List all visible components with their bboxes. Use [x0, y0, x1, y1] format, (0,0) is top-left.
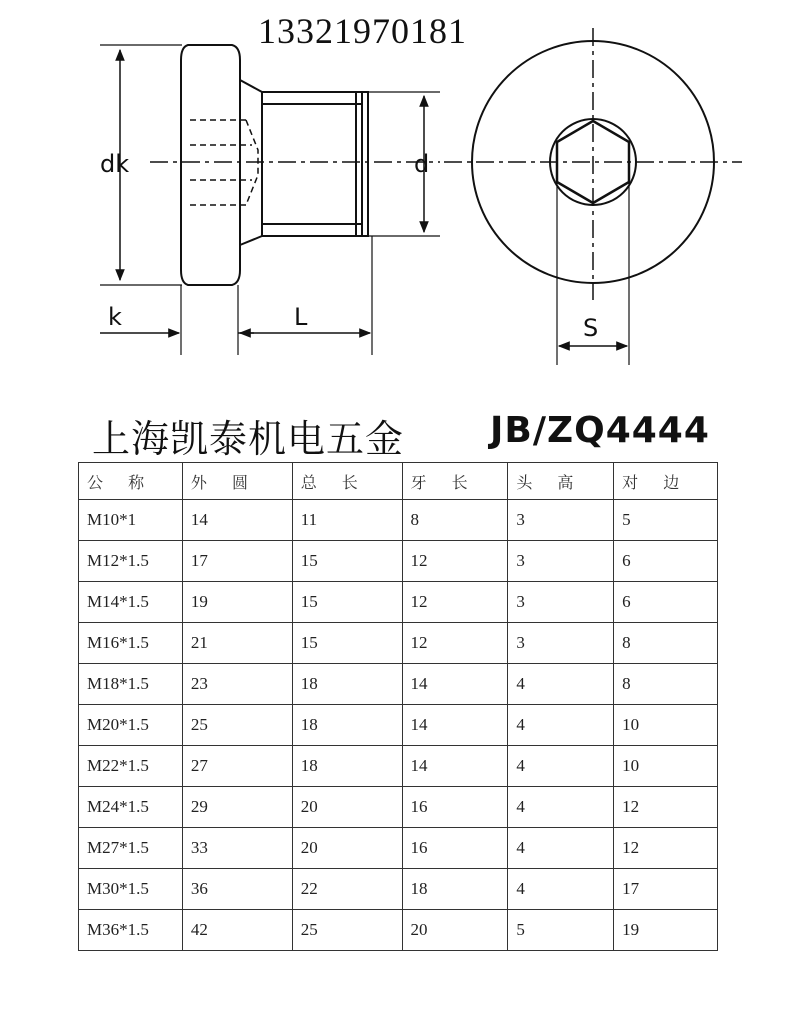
table-row	[79, 582, 718, 623]
table-cell: 33	[182, 828, 292, 869]
table-cell: 5	[614, 500, 718, 541]
table-cell: 20	[292, 787, 402, 828]
table-cell: 16	[402, 787, 508, 828]
table-cell: M12*1.5	[79, 541, 183, 582]
table-row	[79, 623, 718, 664]
header-total-length: 总 长	[292, 463, 402, 500]
table-cell: M22*1.5	[79, 746, 183, 787]
table-row	[79, 500, 718, 541]
table-cell: M30*1.5	[79, 869, 183, 910]
table-cell: 36	[182, 869, 292, 910]
table-row	[79, 705, 718, 746]
table-cell: 4	[508, 746, 614, 787]
header-head-height: 头 高	[508, 463, 614, 500]
table-row	[79, 828, 718, 869]
table-cell: 6	[614, 541, 718, 582]
table-cell: 23	[182, 664, 292, 705]
dk-label: dk	[100, 150, 130, 178]
L-label: L	[294, 303, 308, 331]
table-cell: M18*1.5	[79, 664, 183, 705]
header-outer-diameter: 外 圆	[182, 463, 292, 500]
table-row	[79, 746, 718, 787]
table-cell: 14	[402, 746, 508, 787]
table-cell: 15	[292, 541, 402, 582]
d-label: d	[414, 150, 430, 178]
table-cell: 21	[182, 623, 292, 664]
table-cell: 14	[402, 705, 508, 746]
table-cell: 25	[292, 910, 402, 951]
table-cell: 4	[508, 787, 614, 828]
plug-head	[181, 45, 240, 285]
table-cell: 18	[292, 705, 402, 746]
plug-thread-body	[262, 92, 368, 236]
table-cell: 20	[292, 828, 402, 869]
table-cell: 25	[182, 705, 292, 746]
table-cell: M14*1.5	[79, 582, 183, 623]
table-row	[79, 787, 718, 828]
table-cell: 3	[508, 500, 614, 541]
table-cell: 42	[182, 910, 292, 951]
table-cell: 3	[508, 623, 614, 664]
table-cell: 14	[402, 664, 508, 705]
table-cell: 15	[292, 582, 402, 623]
table-cell: 4	[508, 828, 614, 869]
table-cell: 19	[614, 910, 718, 951]
table-cell: 20	[402, 910, 508, 951]
table-cell: 27	[182, 746, 292, 787]
table-cell: 12	[402, 582, 508, 623]
table-cell: 22	[292, 869, 402, 910]
standard-code: JB/ZQ4444	[490, 410, 710, 451]
table-cell: M16*1.5	[79, 623, 183, 664]
table-cell: 18	[292, 746, 402, 787]
header-nominal: 公 称	[79, 463, 183, 500]
table-cell: 11	[292, 500, 402, 541]
table-cell: 8	[402, 500, 508, 541]
table-cell: M10*1	[79, 500, 183, 541]
table-cell: 12	[402, 541, 508, 582]
table-cell: M20*1.5	[79, 705, 183, 746]
table-cell: 19	[182, 582, 292, 623]
table-cell: 8	[614, 664, 718, 705]
phone-number: 13321970181	[258, 11, 467, 51]
table-cell: M27*1.5	[79, 828, 183, 869]
k-label: k	[108, 303, 122, 331]
header-thread-length: 牙 长	[402, 463, 508, 500]
table-row	[79, 664, 718, 705]
table-cell: 4	[508, 705, 614, 746]
plug-technical-drawing	[0, 0, 795, 395]
table-header-row	[79, 463, 718, 500]
table-cell: 29	[182, 787, 292, 828]
table-row	[79, 541, 718, 582]
table-cell: 12	[614, 828, 718, 869]
table-cell: 17	[182, 541, 292, 582]
table-cell: 15	[292, 623, 402, 664]
table-cell: 18	[292, 664, 402, 705]
table-cell: 14	[182, 500, 292, 541]
table-cell: 17	[614, 869, 718, 910]
company-name: 上海凯泰机电五金	[92, 417, 405, 461]
table-cell: 10	[614, 746, 718, 787]
S-label: S	[583, 314, 599, 342]
table-cell: 8	[614, 623, 718, 664]
table-cell: 3	[508, 541, 614, 582]
table-cell: 12	[402, 623, 508, 664]
table-cell: 5	[508, 910, 614, 951]
table-row	[79, 869, 718, 910]
table-cell: 16	[402, 828, 508, 869]
table-cell: 12	[614, 787, 718, 828]
spec-table	[78, 462, 718, 951]
side-view	[100, 45, 440, 355]
table-cell: M24*1.5	[79, 787, 183, 828]
table-cell: 6	[614, 582, 718, 623]
table-cell: 10	[614, 705, 718, 746]
table-cell: 4	[508, 869, 614, 910]
table-cell: M36*1.5	[79, 910, 183, 951]
table-cell: 18	[402, 869, 508, 910]
table-row	[79, 910, 718, 951]
header-across-flats: 对 边	[614, 463, 718, 500]
table-cell: 4	[508, 664, 614, 705]
table-cell: 3	[508, 582, 614, 623]
